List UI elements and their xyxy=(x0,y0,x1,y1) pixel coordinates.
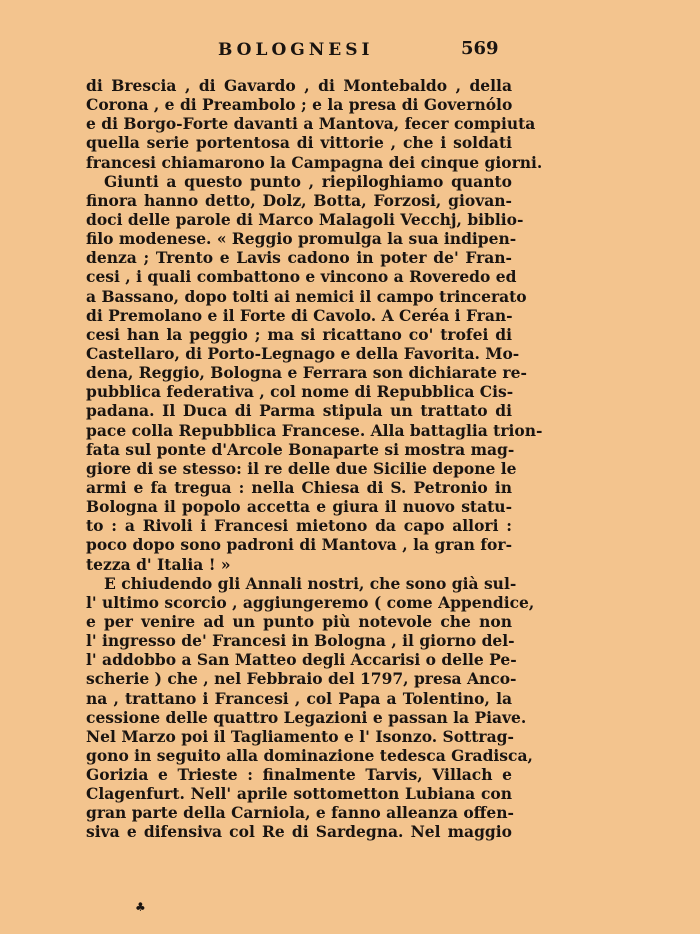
text-line: poco dopo sono padroni di Mantova , la gran for- xyxy=(86,535,512,555)
text-line: l' ultimo scorcio , aggiungeremo ( come Appendice, xyxy=(86,592,535,612)
text-line: E chiudendo gli Annali nostri, che sono già sul- xyxy=(104,573,517,593)
body-text xyxy=(86,76,543,842)
text-line: e di Borgo-Forte davanti a Mantova, fecer compiuta xyxy=(86,114,536,134)
text-line: to : a Rivoli i Francesi mietono da capo allori : xyxy=(86,516,512,536)
text-line: di Premolano e il Forte di Cavolo. A Ceréa i Fran- xyxy=(86,305,513,325)
text-line: finora hanno detto, Dolz, Botta, Forzosi, giovan- xyxy=(86,190,512,210)
text-line: Gorizia e Trieste : finalmente Tarvis, Villach e xyxy=(86,765,512,785)
text-line: e per venire ad un punto più notevole che non xyxy=(86,611,512,631)
text-line: giore di se stesso: il re delle due Sicilie depone le xyxy=(86,458,517,478)
text-line: a Bassano, dopo tolti ai nemici il campo trincerato xyxy=(86,286,527,306)
text-line: quella serie portentosa di vittorie , che i soldati xyxy=(86,133,512,153)
text-line: Nel Marzo poi il Tagliamento e l' Isonzo. Sottrag- xyxy=(86,726,514,746)
text-line: l' addobbo a San Matteo degli Accarisi o delle Pe- xyxy=(86,650,517,670)
text-line: armi e fa tregua : nella Chiesa di S. Petronio in xyxy=(86,477,512,497)
text-line: fata sul ponte d'Arcole Bonaparte si mostra mag- xyxy=(86,439,515,459)
text-line: filo modenese. « Reggio promulga la sua indipen- xyxy=(86,229,517,249)
text-line: di Brescia , di Gavardo , di Montebaldo , della xyxy=(86,76,512,95)
text-line: doci delle parole di Marco Malagoli Vecchj, biblio- xyxy=(86,209,524,229)
text-line: Giunti a questo punto , riepiloghiamo quanto xyxy=(104,171,512,191)
text-line: dena, Reggio, Bologna e Ferrara son dichiarate re- xyxy=(86,363,527,383)
text-line: padana. Il Duca di Parma stipula un trattato di xyxy=(86,401,512,421)
text-line: l' ingresso de' Francesi in Bologna , il giorno del- xyxy=(86,631,515,651)
text-line: cessione delle quattro Legazioni e passan la Piave. xyxy=(86,707,527,727)
star-ornament-icon: ♣ xyxy=(135,900,146,914)
text-line: gono in seguito alla dominazione tedesca Gradisca, xyxy=(86,745,533,765)
text-line: gran parte della Carniola, e fanno alleanza offen- xyxy=(86,803,514,823)
text-line: scherie ) che , nel Febbraio del 1797, presa Anco- xyxy=(86,669,517,689)
text-line: cesi , i quali combattono e vincono a Roveredo ed xyxy=(86,267,517,287)
running-title: BOLOGNESI xyxy=(218,40,374,60)
text-line: denza ; Trento e Lavis cadono in poter de' Fran- xyxy=(86,248,512,268)
text-line: Bologna il popolo accetta e giura il nuovo statu- xyxy=(86,497,512,517)
text-line: cesi han la peggio ; ma si ricattano co' trofei di xyxy=(86,324,512,344)
text-line: siva e difensiva col Re di Sardegna. Nel maggio xyxy=(86,822,512,842)
text-line: na , trattano i Francesi , col Papa a Tolentino, la xyxy=(86,688,512,708)
text-line: pace colla Repubblica Francese. Alla battaglia trion- xyxy=(86,420,543,440)
text-line: Clagenfurt. Nell' aprile sottometton Lubiana con xyxy=(86,784,512,804)
text-line: Castellaro, di Porto-Legnago e della Favorita. Mo- xyxy=(86,343,520,363)
text-line: pubblica federativa , col nome di Repubblica Cis- xyxy=(86,382,514,402)
text-line: tezza d' Italia ! » xyxy=(86,554,231,574)
text-line: francesi chiamarono la Campagna dei cinque giorni. xyxy=(86,152,543,172)
text-line: Corona , e di Preambolo ; e la presa di Governólo xyxy=(86,95,513,115)
page-number: 569 xyxy=(461,38,499,59)
